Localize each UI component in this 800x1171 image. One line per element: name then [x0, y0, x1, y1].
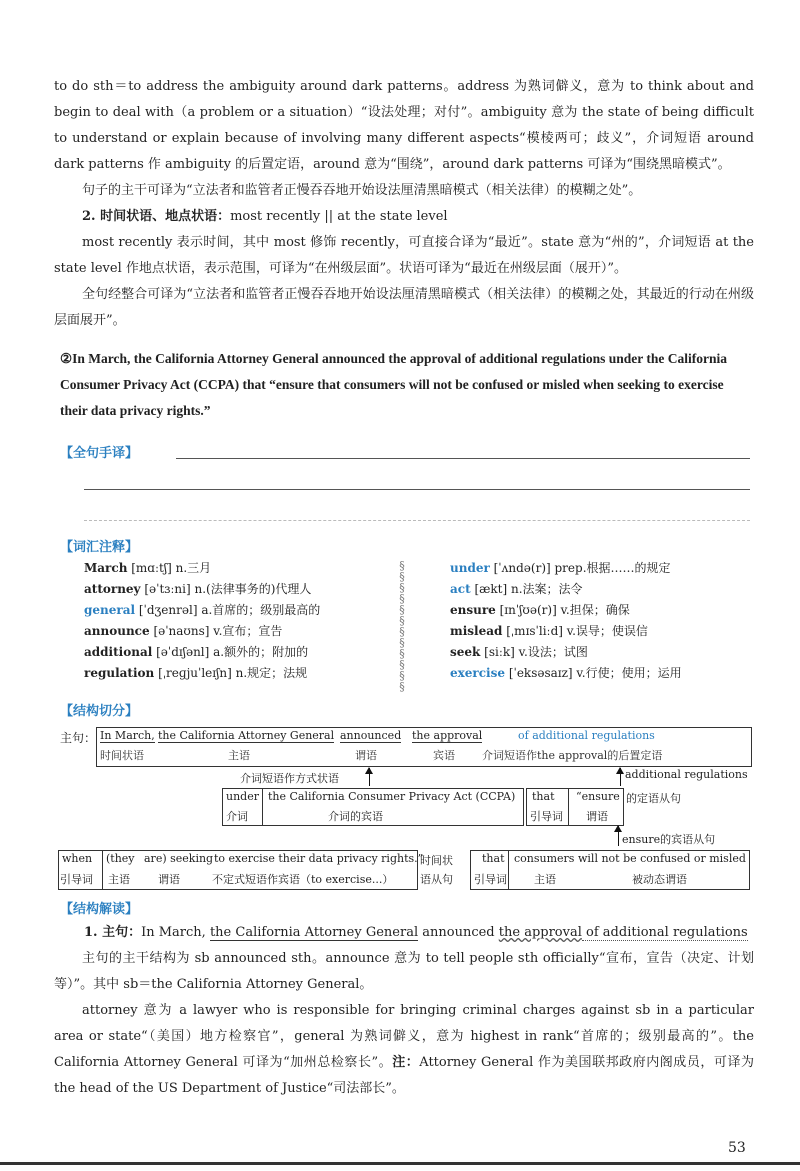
label-full-translation: 【全句手译】 [60, 446, 139, 461]
question-sentence: ②In March, the California Attorney General announced the approval of additional regulations under the California Consumer Privacy Act (CCPA) that “ensure that consumers will not be confused or misled when seeking to exercise their data privacy rights.” [60, 351, 728, 418]
vocab-item: attorney [əˈtɜːni] n.(法律事务的)代理人 [84, 582, 312, 596]
vocab-right-column [450, 558, 750, 684]
answer-line-3 [84, 520, 750, 521]
label-analysis: 【结构解读】 [60, 902, 139, 917]
page-number: 53 [728, 1140, 746, 1156]
vocab-item: additional [əˈdɪʃənl] a.额外的；附加的 [84, 645, 309, 659]
label-structure: 【结构切分】 [60, 704, 139, 719]
column-separator: § § § § § § § § § § § § [399, 559, 405, 693]
heading-adverbials: 2. 时间状语、地点状语： [82, 209, 231, 224]
time-clause-label-2: 语从句 [420, 873, 453, 886]
main-clause-label: 主句： [60, 731, 97, 745]
bottom-rule [0, 1162, 800, 1165]
vocab-item: exercise [ˈeksəsaɪz] v.行使；使用；运用 [450, 666, 682, 680]
paragraph-adverbial-heading [54, 204, 754, 230]
vocab-item: regulation [ˌreɡjuˈleɪʃn] n.规定；法规 [84, 666, 308, 680]
answer-line-1 [176, 458, 750, 459]
note-ensure-object: ensure的宾语从句 [622, 833, 716, 846]
vocab-item: act [ækt] n.法案；法令 [450, 582, 583, 596]
vocab-item: under [ˈʌndə(r)] prep.根据……的规定 [450, 561, 671, 575]
analysis-main-clause: 1. 主句：In March, the California Attorney General announced the approval of additional regulations [84, 925, 748, 940]
note-additional-regulations: additional regulations [625, 768, 748, 781]
analysis-para-1: 主句的主干结构为 sb announced sth。announce 意为 to tell people sth officially“宣布，宣告（决定、计划等）”。其中 sb＝the California Attorney General。 [54, 951, 754, 992]
paragraph-address: to do sth＝to address the ambiguity around dark patterns。address 为熟词僻义，意为 to think about and begin to deal with（a problem or a situation）“设法处理；对付”。ambiguity 意为 the state of being difficult to understand or explain because of involving many different aspects“模棱两可；歧义”，介词短语 around dark patterns 作 ambiguity 的后置定语，around 意为“围绕”，around dark patterns 可译为“围绕黑暗模式”。 [54, 79, 754, 172]
paragraph-most-recently: most recently 表示时间，其中 most 修饰 recently，可直接合译为“最近”。state 意为“州的”，介词短语 at the state level 作地点状语，表示范围，可译为“在州级层面”。状语可译为“最近在州级层面（展开）”。 [54, 235, 754, 276]
vocab-item: mislead [ˌmɪsˈliːd] v.误导；使误信 [450, 624, 648, 638]
label-vocab: 【词汇注释】 [60, 540, 139, 555]
vocab-item: seek [siːk] v.设法；试图 [450, 645, 588, 659]
note-attr-clause: 的定语从句 [626, 792, 681, 805]
vocab-left-column [84, 558, 394, 684]
note-prep-adverbial: 介词短语作方式状语 [240, 772, 339, 785]
adverbial-phrases: most recently || at the state level [230, 209, 448, 224]
arrow-head [614, 825, 622, 832]
paragraph-full-translation: 全句经整合可译为“立法者和监管者正慢吞吞地开始设法厘清黑暗模式（相关法律）的模糊之处，其最近的行动在州级层面展开”。 [54, 287, 754, 328]
time-clause-label-1: 时间状 [420, 854, 453, 867]
answer-line-2 [84, 489, 750, 490]
arrow-head [365, 767, 373, 774]
document-page: to do sth＝to address the ambiguity around dark patterns。address 为熟词僻义，意为 to think about and begin to deal with（a problem or a situation）“设法处理；对付”。ambiguity 意为 the state of being difficult to understand or explain because of involving many different aspects“模棱两可；歧义”，介词短语 around dark patterns 作 ambiguity 的后置定语，around 意为“围绕”，around dark patterns 可译为“围绕黑暗模式”。 句子的主干可译为“立法者和监管者正慢吞吞地开始设法厘清黑暗模式（相关法律）的模糊之处”。 2. 时间状语、地点状语：most recently || at the state level most recently 表示时间，其中 most 修饰 recently，可直接合译为“最近”。state 意为“州的”，介词短语 at the state level 作地点状语，表示范围，可译为“在州级层面”。状语可译为“最近在州级层面（展开）”。 全句经整合可译为“立法者和监管者正慢吞吞地开始设法厘清黑暗模式（相关法律）的模糊之处，其最近的行动在州级层面展开”。 ②In March, the California Attorney General announced the approval of additional regulations under the California Consumer Privacy Act (CCPA) that “ensure that consumers will not be confused or misled when seeking to exercise their data privacy rights.” 【全句手译】 【词汇注释】 March [mɑːtʃ] n.三月 attorney [əˈtɜːni] n.(法律事务的)代理人 general [ˈdʒenrəl] a.首席的；级别最高的 announce [əˈnaʊns] v.宣布；宣告 additional [əˈdɪʃənl] a.额外的；附加的 regulation [ˌreɡjuˈleɪʃn] n.规定；法规 § § § § § § § § § § § § under [ˈʌndə(r)] prep.根据……的规定 act [ækt] n.法案；法令 ensure [ɪnˈʃʊə(r)] v.担保；确保 mislead [ˌmɪsˈliːd] v.误导；使误信 seek [siːk] v.设法；试图 exercise [ˈeksəsaɪz] v.行使；使用；运用 【结构切分】 主句： In March, the California Attorney General announced the approval of additional regulations 时间状语 主语 谓语 宾语 介词短语作the approval的后置定语 介词短语作方式状语 additional regulations under the California Consumer Privacy Act (CCPA) 介词 介词的宾语 that “ensure 引导词 谓语 的定语从句 ensure的宾语从句 when (they are) seeking to exercise their data privacy rights.” 引导词 主语 谓语 不定式短语作宾语（to exercise...） 时间状 语从句 that consumers will not be confused or misled 引导词 主语 被动态谓语 【结构解读】 1. 主句：In March, the California Attorney General announced the approval of additional regulations 主句的主干结构为 sb announced sth。announce 意为 to tell people sth officially“宣布，宣告（决定、计划等）”。其中 sb＝the California Attorney General。 attorney 意为 a lawyer who is responsible for bringing criminal charges against sb in a particular area or state“（美国）地方检察官”，general 为熟词僻义，意为 highest in rank“首席的；级别最高的”。the California Attorney General 可译为“加州总检察长”。注：Attorney General 作为美国联邦政府内阁成员，可译为 the head of the US Department of Justice“司法部长”。 53 [0, 0, 800, 1171]
analysis-para-2: attorney 意为 a lawyer who is responsible for bringing criminal charges against sb in a particular area or state“（美国）地方检察官”，general 为熟词僻义，意为 highest in rank“首席的；级别最高的”。the California Attorney General 可译为“加州总检察长”。注：Attorney General 作为美国联邦政府内阁成员，可译为 the head of the US Department of Justice“司法部长”。 [54, 1003, 754, 1096]
vocab-item: general [ˈdʒenrəl] a.首席的；级别最高的 [84, 603, 321, 617]
vocab-item: March [mɑːtʃ] n.三月 [84, 561, 212, 575]
vocab-item: announce [əˈnaʊns] v.宣布；宣告 [84, 624, 283, 638]
arrow-head [616, 767, 624, 774]
paragraph-main-translation: 句子的主干可译为“立法者和监管者正慢吞吞地开始设法厘清黑暗模式（相关法律）的模糊之处”。 [82, 183, 642, 198]
vocab-item: ensure [ɪnˈʃʊə(r)] v.担保；确保 [450, 603, 630, 617]
